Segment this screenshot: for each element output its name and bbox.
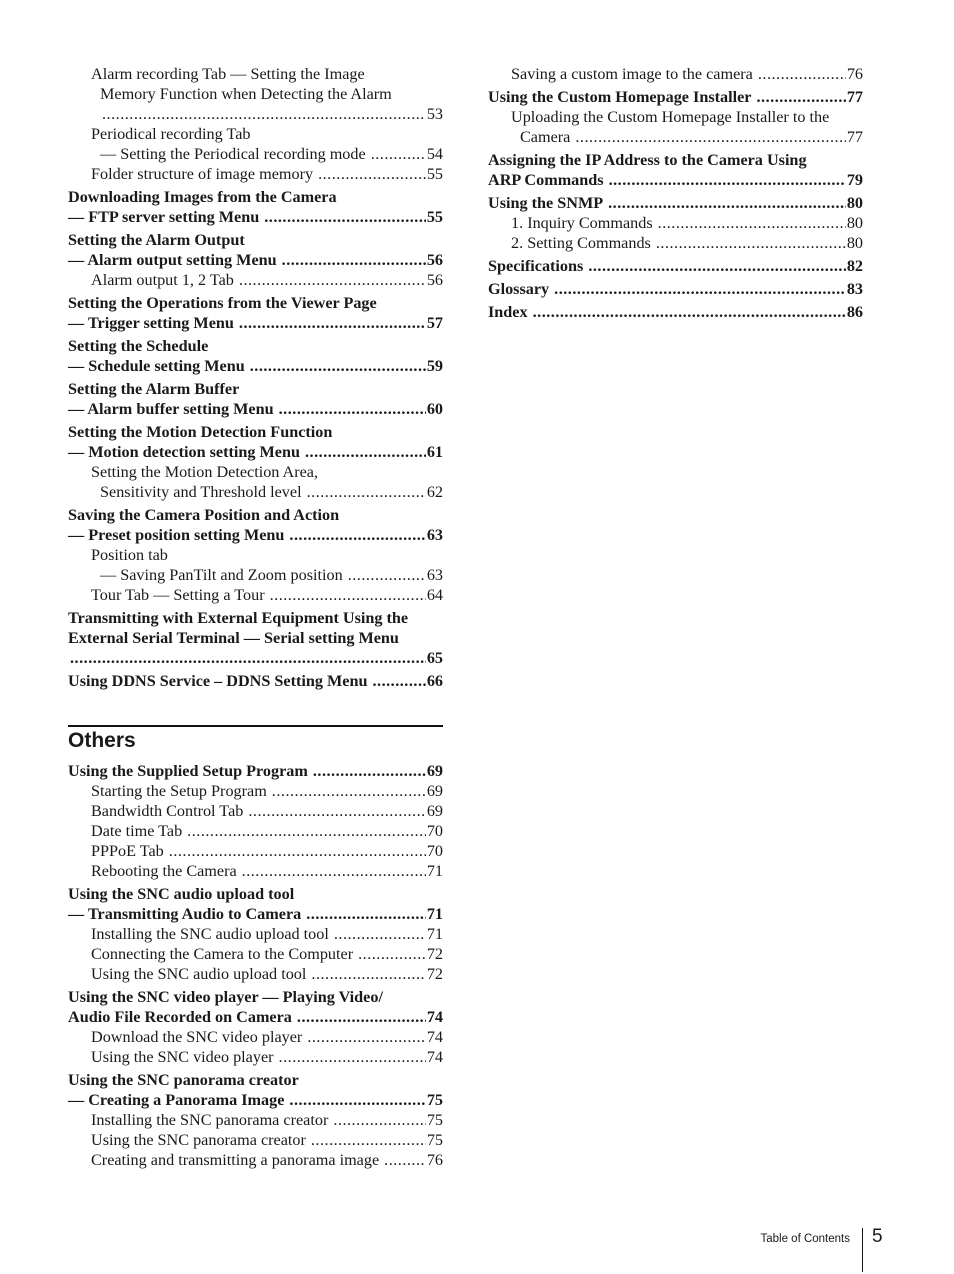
dot-leader [264, 207, 426, 227]
dot-leader [358, 944, 426, 964]
toc-entry[interactable] [68, 1070, 443, 1090]
toc-entry-text: Using the SNC panorama creator [91, 1131, 306, 1149]
toc-entry-text: Rebooting the Camera [91, 862, 237, 880]
toc-entry[interactable] [68, 1090, 443, 1110]
toc-entry[interactable] [68, 545, 443, 565]
toc-entry-text: Specifications [488, 257, 584, 275]
toc-page-number: 83 [846, 280, 863, 298]
toc-entry[interactable] [68, 230, 443, 250]
toc-entry[interactable] [68, 336, 443, 356]
dot-leader [242, 861, 426, 881]
toc-entry-text: — Motion detection setting Menu [68, 443, 300, 461]
dot-leader [311, 1130, 426, 1150]
dot-leader [297, 1007, 426, 1027]
toc-entry[interactable] [488, 193, 863, 213]
toc-entry-text: — Trigger setting Menu [68, 314, 234, 332]
toc-entry-text: Using the Supplied Setup Program [68, 762, 308, 780]
toc-entry-text: 2. Setting Commands [511, 234, 651, 252]
toc-entry[interactable] [68, 422, 443, 442]
dot-leader [334, 924, 426, 944]
dot-leader [102, 104, 426, 124]
section-divider [68, 725, 443, 727]
toc-page-number: 60 [426, 400, 443, 418]
toc-entry-text: — Alarm buffer setting Menu [68, 400, 274, 418]
toc-entry[interactable] [68, 104, 443, 124]
toc-entry-text: Bandwidth Control Tab [91, 802, 244, 820]
toc-entry-text: Position tab [91, 546, 168, 564]
toc-page-number: 64 [426, 586, 443, 604]
toc-entry[interactable] [488, 170, 863, 190]
toc-entry-text: External Serial Terminal — Serial setting Menu [68, 629, 399, 647]
dot-leader [70, 648, 426, 668]
toc-entry[interactable] [68, 164, 443, 184]
toc-entry[interactable] [68, 505, 443, 525]
toc-entry-text: Audio File Recorded on Camera [68, 1008, 292, 1026]
toc-entry-text: Setting the Alarm Buffer [68, 380, 240, 398]
toc-entry[interactable] [68, 1130, 443, 1150]
dot-leader [757, 87, 846, 107]
toc-entry[interactable] [488, 127, 863, 147]
toc-page-number: 71 [426, 905, 443, 923]
dot-leader [270, 585, 426, 605]
toc-entry[interactable] [68, 841, 443, 861]
toc-page-number: 72 [426, 945, 443, 963]
dot-leader [289, 525, 425, 545]
toc-entry[interactable] [68, 1027, 443, 1047]
toc-page-number: 70 [426, 822, 443, 840]
toc-page-number: 80 [846, 194, 863, 212]
toc-entry-text: Uploading the Custom Homepage Installer to the [511, 108, 830, 126]
toc-entry[interactable] [68, 608, 443, 628]
toc-page-number: 75 [426, 1111, 443, 1129]
toc-entry-text: — Preset position setting Menu [68, 526, 285, 544]
dot-leader [554, 279, 846, 299]
toc-entry[interactable] [488, 150, 863, 170]
toc-page-number: 69 [426, 782, 443, 800]
toc-page-number: 80 [846, 234, 863, 252]
toc-entry[interactable] [68, 861, 443, 881]
toc-entry-text: — Saving PanTilt and Zoom position [100, 566, 343, 584]
toc-entry[interactable] [68, 187, 443, 207]
toc-left-column [68, 64, 443, 691]
toc-page-number: 75 [426, 1091, 443, 1109]
toc-entry[interactable] [68, 585, 443, 605]
toc-entry[interactable] [68, 1110, 443, 1130]
toc-entry[interactable] [68, 801, 443, 821]
toc-page-number: 69 [426, 802, 443, 820]
dot-leader [333, 1110, 425, 1130]
toc-entry[interactable] [68, 884, 443, 904]
toc-entry-text: Glossary [488, 280, 550, 298]
footer-divider [862, 1228, 863, 1272]
toc-page-number: 65 [426, 649, 443, 667]
toc-entry[interactable] [488, 256, 863, 276]
toc-page-number: 56 [426, 271, 443, 289]
toc-entry[interactable] [68, 924, 443, 944]
toc-page-number: 66 [426, 672, 443, 690]
toc-page-number: 76 [846, 65, 863, 83]
toc-entry[interactable] [68, 671, 443, 691]
toc-page-number: 74 [426, 1028, 443, 1046]
toc-entry[interactable] [68, 442, 443, 462]
dot-leader [348, 565, 426, 585]
toc-entry-text: Installing the SNC audio upload tool [91, 925, 329, 943]
toc-entry[interactable] [68, 781, 443, 801]
toc-entry-text: Connecting the Camera to the Computer [91, 945, 354, 963]
toc-entry[interactable] [68, 64, 443, 84]
toc-entry[interactable] [488, 233, 863, 253]
toc-entry-text: Using DDNS Service – DDNS Setting Menu [68, 672, 368, 690]
toc-entry[interactable] [68, 482, 443, 502]
toc-entry[interactable] [68, 821, 443, 841]
toc-page-number: 77 [846, 88, 863, 106]
toc-entry-text: Download the SNC video player [91, 1028, 303, 1046]
toc-entry-text: — Alarm output setting Menu [68, 251, 277, 269]
toc-page-number: 72 [426, 965, 443, 983]
dot-leader [608, 193, 846, 213]
toc-page-number: 74 [426, 1008, 443, 1026]
dot-leader [609, 170, 846, 190]
dot-leader [289, 1090, 425, 1110]
toc-entry[interactable] [68, 399, 443, 419]
toc-page-number: 86 [846, 303, 863, 321]
toc-entry-text: Using the SNC video player [91, 1048, 274, 1066]
toc-entry[interactable] [68, 124, 443, 144]
footer-section-label: Table of Contents [760, 1233, 850, 1245]
dot-leader [658, 213, 846, 233]
toc-entry[interactable] [68, 293, 443, 313]
toc-entry-text: Setting the Schedule [68, 337, 209, 355]
page-number: 5 [872, 1226, 883, 1247]
toc-entry-text: Using the SNC video player — Playing Video/ [68, 988, 383, 1006]
toc-entry[interactable] [68, 250, 443, 270]
section-heading-others: Others [68, 729, 136, 752]
toc-entry[interactable] [68, 144, 443, 164]
toc-entry[interactable] [68, 379, 443, 399]
toc-page-number: 77 [846, 128, 863, 146]
dot-leader [169, 841, 426, 861]
toc-entry-text: Saving the Camera Position and Action [68, 506, 340, 524]
toc-entry[interactable] [68, 628, 443, 648]
toc-entry[interactable] [68, 525, 443, 545]
toc-entry-text: Using the SNC panorama creator [68, 1071, 299, 1089]
dot-leader [239, 270, 426, 290]
toc-entry-text: Setting the Operations from the Viewer Page [68, 294, 377, 312]
toc-entry[interactable] [488, 64, 863, 84]
toc-entry-text: Using the SNC audio upload tool [91, 965, 307, 983]
toc-entry-text: Periodical recording Tab [91, 125, 251, 143]
dot-leader [248, 801, 425, 821]
toc-entry-text: — Transmitting Audio to Camera [68, 905, 302, 923]
toc-entry[interactable] [68, 565, 443, 585]
toc-entry-text: Camera [520, 128, 571, 146]
toc-entry-text: Starting the Setup Program [91, 782, 267, 800]
toc-entry-text: — FTP server setting Menu [68, 208, 260, 226]
toc-entry-text: — Creating a Panorama Image [68, 1091, 285, 1109]
toc-entry[interactable] [68, 1007, 443, 1027]
toc-entry-text: Using the Custom Homepage Installer [488, 88, 752, 106]
dot-leader [656, 233, 846, 253]
toc-page-number: 69 [426, 762, 443, 780]
toc-entry-text: Downloading Images from the Camera [68, 188, 337, 206]
toc-page-number: 79 [846, 171, 863, 189]
dot-leader [250, 356, 426, 376]
dot-leader [588, 256, 845, 276]
toc-page-number: 71 [426, 925, 443, 943]
toc-page-number: 62 [426, 483, 443, 501]
toc-right-column [488, 64, 863, 322]
dot-leader [272, 781, 426, 801]
dot-leader [533, 302, 846, 322]
toc-entry-text: Index [488, 303, 528, 321]
dot-leader [305, 442, 426, 462]
toc-others-list [68, 758, 443, 1170]
toc-page-number: 57 [426, 314, 443, 332]
toc-page-number: 80 [846, 214, 863, 232]
toc-entry-text: 1. Inquiry Commands [511, 214, 653, 232]
toc-page-number: 54 [426, 145, 443, 163]
toc-entry[interactable] [68, 1150, 443, 1170]
dot-leader [758, 64, 846, 84]
toc-entry-text: Tour Tab — Setting a Tour [91, 586, 265, 604]
toc-page-number: 82 [846, 257, 863, 275]
toc-entry[interactable] [68, 987, 443, 1007]
toc-entry-text: Folder structure of image memory [91, 165, 314, 183]
dot-leader [187, 821, 426, 841]
dot-leader [239, 313, 426, 333]
toc-entry[interactable] [68, 761, 443, 781]
toc-entry[interactable] [68, 904, 443, 924]
toc-entry-text: Memory Function when Detecting the Alarm [100, 85, 392, 103]
toc-entry[interactable] [68, 944, 443, 964]
toc-entry-text: Setting the Alarm Output [68, 231, 245, 249]
toc-entry-text: Transmitting with External Equipment Using the [68, 609, 409, 627]
toc-page-number: 70 [426, 842, 443, 860]
toc-entry-text: Saving a custom image to the camera [511, 65, 753, 83]
toc-page-number: 74 [426, 1048, 443, 1066]
toc-entry[interactable] [68, 207, 443, 227]
toc-entry[interactable] [68, 270, 443, 290]
toc-page-number: 55 [426, 208, 443, 226]
dot-leader [313, 761, 426, 781]
toc-entry-text: Assigning the IP Address to the Camera Using [488, 151, 807, 169]
toc-entry-text: Setting the Motion Detection Area, [91, 463, 319, 481]
toc-entry-text: Setting the Motion Detection Function [68, 423, 333, 441]
toc-page-number: 55 [426, 165, 443, 183]
toc-entry[interactable] [488, 213, 863, 233]
toc-page-number: 59 [426, 357, 443, 375]
toc-page-number: 75 [426, 1131, 443, 1149]
toc-entry-text: PPPoE Tab [91, 842, 164, 860]
toc-entry-text: Date time Tab [91, 822, 183, 840]
toc-entry-text: Using the SNMP [488, 194, 604, 212]
toc-page-number: 53 [426, 105, 443, 123]
toc-entry-text: Installing the SNC panorama creator [91, 1111, 329, 1129]
dot-leader [307, 482, 426, 502]
toc-page-number: 61 [426, 443, 443, 461]
dot-leader [318, 164, 426, 184]
dot-leader [307, 1027, 426, 1047]
toc-entry[interactable] [68, 1047, 443, 1067]
toc-entry-text: Creating and transmitting a panorama image [91, 1151, 380, 1169]
toc-entry-text: ARP Commands [488, 171, 604, 189]
toc-entry-text: — Schedule setting Menu [68, 357, 245, 375]
toc-entry[interactable] [68, 462, 443, 482]
toc-page-number: 76 [426, 1151, 443, 1169]
dot-leader [371, 144, 426, 164]
dot-leader [311, 964, 425, 984]
dot-leader [575, 127, 845, 147]
toc-entry-text: Alarm output 1, 2 Tab [91, 271, 234, 289]
toc-page-number: 56 [426, 251, 443, 269]
toc-entry[interactable] [488, 302, 863, 322]
toc-entry[interactable] [68, 84, 443, 104]
toc-page-number: 63 [426, 526, 443, 544]
toc-entry[interactable] [488, 107, 863, 127]
toc-entry[interactable] [488, 87, 863, 107]
toc-entry-text: Using the SNC audio upload tool [68, 885, 295, 903]
toc-entry-text: — Setting the Periodical recording mode [100, 145, 366, 163]
dot-leader [279, 1047, 426, 1067]
toc-entry-text: Sensitivity and Threshold level [100, 483, 302, 501]
toc-entry[interactable] [488, 279, 863, 299]
toc-entry[interactable] [68, 964, 443, 984]
dot-leader [372, 671, 425, 691]
dot-leader [306, 904, 426, 924]
toc-entry[interactable] [68, 313, 443, 333]
dot-leader [279, 399, 426, 419]
dot-leader [282, 250, 426, 270]
toc-page-number: 63 [426, 566, 443, 584]
toc-page-number: 71 [426, 862, 443, 880]
toc-entry[interactable] [68, 356, 443, 376]
toc-entry[interactable] [68, 648, 443, 668]
toc-entry-text: Alarm recording Tab — Setting the Image [91, 65, 365, 83]
dot-leader [384, 1150, 426, 1170]
